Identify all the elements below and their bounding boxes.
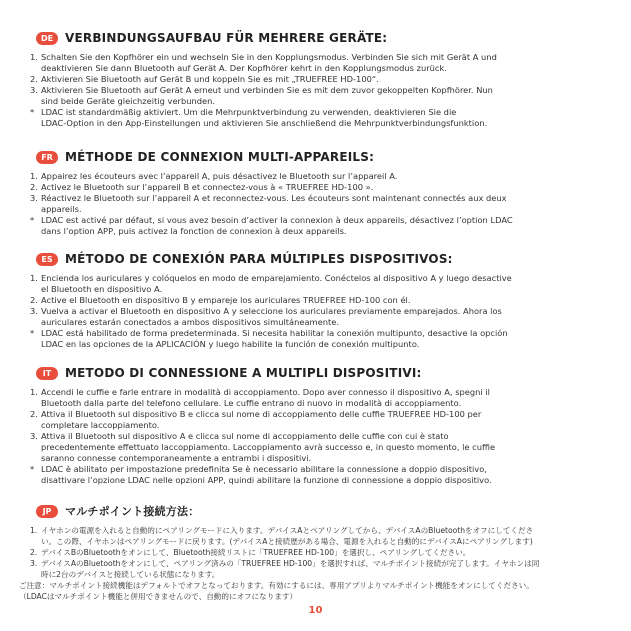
item-text: Aktivieren Sie Bluetooth auf Gerät B und koppeln Sie es mit „TRUEFREE HD-100“. [41,74,379,84]
section-title: MÉTODO DE CONEXIÓN PARA MÚLTIPLES DISPOSITIVOS: [65,252,453,266]
item-number: 1. [30,526,38,535]
section-fr [30,148,600,237]
section-header [36,502,600,520]
section-title: MÉTHODE DE CONNEXION MULTI-APPAREILS: [65,150,375,164]
instruction-list [30,52,600,129]
note-item [30,464,600,486]
note-item [30,107,600,129]
language-badge: ES [36,253,58,266]
item-number: 1. [30,387,38,397]
item-text: Vuelva a activar el Bluetooth en dispositivo A y seleccione los auriculares previamente emparejados. Ahora los auriculares estarán conectados a ambos dispositivos simultáneamente. [41,306,502,327]
list-item [30,52,600,74]
item-number: 1. [30,52,38,62]
note-item [30,215,600,237]
instruction-list [30,387,600,486]
list-item [30,193,600,215]
note-text: LDAC est activé par défaut, si vous avez besoin d’activer la connexion à deux appareils, désactivez l’option LDAC dans l’option APP, puis activez la fonction de connexion à deux appareils. [41,215,513,236]
instruction-list [19,525,600,602]
item-number: 3. [30,431,38,441]
language-badge: JP [36,505,58,518]
note-text: LDAC ist standardmäßig aktiviert. Um die Mehrpunktverbindung zu verwenden, deaktivieren Sie die LDAC-Option in den App-Einstellungen und aktivieren Sie anschließend die Mehrpunktverbindungsfunktion. [41,107,488,128]
list-item [30,74,600,85]
item-text: イヤホンの電源を入れると自動的にペアリングモードに入ります。デバイスAとペアリングしてから、デバイスAのBluetoothをオフにしてくださ い。この際、イヤホンはペアリングモードに戻ります。(デバイスAと接続歴がある場合、電源を入れると自動的にデバイスAにペアリングします) [41,526,534,546]
list-item [30,182,600,193]
item-number: 2. [30,409,38,419]
section-it [30,364,600,486]
item-text: Active el Bluetooth en dispositivo B y empareje los auriculares TRUEFREE HD-100 con él. [41,295,411,305]
note-text: LDAC está habilitado de forma predeterminada. Si necesita habilitar la conexión multipunto, desactive la opción LDAC en las opciones de la APLICACIÓN y luego habilite la función de conexión multipunto. [41,328,508,349]
section-header [36,250,600,268]
item-number: 3. [30,85,38,95]
section-jp [19,502,600,602]
section-header [36,29,600,47]
item-text: Réactivez le Bluetooth sur l’appareil A et reconnectez-vous. Les écouteurs sont maintenant connectés aux deux appareils. [41,193,507,214]
list-item [30,306,600,328]
item-number: 2. [30,74,38,84]
item-text: Attiva il Bluetooth sul dispositivo A e clicca sul nome di accoppiamento delle cuffie con cui è stato precedentemente effettuato laccoppiamento. Laccoppiamento avrà successo e, in questo momento, le cuffie saranno connesse contemporaneamente a entrambi i dispositivi. [41,431,496,463]
note-text: LDAC è abilitato per impostazione predefinita Se è necessario abilitare la connessione a doppio dispositivo, disattivare l’opzione LDAC nelle opzioni APP, quindi abilitare la funzione di connessione a doppio dispositivo. [41,464,492,485]
item-number: 1. [30,273,38,283]
list-item [30,547,600,558]
item-number: 2. [30,182,38,192]
note-marker: * [30,464,35,474]
note-item [30,328,600,350]
language-badge: IT [36,367,58,380]
section-de [30,29,600,129]
list-item [30,171,600,182]
instruction-list [30,273,600,350]
section-es [30,250,600,350]
page-number: 10 [308,605,323,616]
list-item [30,409,600,431]
item-text: Aktivieren Sie Bluetooth auf Gerät A erneut und verbinden Sie es mit dem zuvor gekoppelten Kopfhörer. Nun sind beide Geräte gleichzeitig verbunden. [41,85,493,106]
section-title: METODO DI CONNESSIONE A MULTIPLI DISPOSITIVI: [65,366,422,380]
item-number: 2. [30,295,38,305]
section-header [36,148,600,166]
item-number: 2. [30,548,38,557]
item-text: デバイスBのBluetoothをオンにして、Bluetooth接続リストに「TRUEFREE HD-100」を選択し、ペアリングしてください。 [41,548,471,557]
item-text: Schalten Sie den Kopfhörer ein und wechseln Sie in den Kopplungsmodus. Verbinden Sie sich mit Gerät A und deaktivieren Sie dann Bluetooth auf Gerät A. Der Kopfhörer kehrt in den Kopplungsmodus zurück. [41,52,497,73]
list-item [30,85,600,107]
list-item [30,525,600,547]
item-number: 1. [30,171,38,181]
item-text: Encienda los auriculares y colóquelos en modo de emparejamiento. Conéctelos al dispositivo A y luego desactive el Bluetooth en dispositivo A. [41,273,512,294]
list-item [30,558,600,580]
list-item [30,273,600,295]
item-text: Activez le Bluetooth sur l’appareil B et connectez-vous à « TRUEFREE HD-100 ». [41,182,374,192]
language-badge: DE [36,32,58,45]
item-number: 3. [30,193,38,203]
note-marker: * [30,215,35,225]
note-item [19,580,600,602]
item-text: Appairez les écouteurs avec l’appareil A, puis désactivez le Bluetooth sur l’appareil A. [41,171,398,181]
instruction-list [30,171,600,237]
note-marker: * [30,107,35,117]
item-number: 3. [30,559,38,568]
item-text: Attiva il Bluetooth sul dispositivo B e clicca sul nome di accoppiamento delle cuffie TRUEFREE HD-100 per completare laccoppiamento. [41,409,482,430]
list-item [30,387,600,409]
note-marker: * [30,328,35,338]
section-title: マルチポイント接続方法： [65,505,200,518]
item-number: 3. [30,306,38,316]
language-badge: FR [36,151,58,164]
item-text: Accendi le cuffie e farle entrare in modalità di accoppiamento. Dopo aver connesso il dispositivo A, spegni il Bluetooth dalla parte del telefono cellulare. Le cuffie entrano di nuovo in modalità di accoppiamento. [41,387,490,408]
list-item [30,431,600,464]
list-item [30,295,600,306]
item-text: デバイスAのBluetoothをオンにして、ペアリング済みの「TRUEFREE HD-100」を選択すれば、マルチポイント接続が完了します。イヤホンは同 時に2台のデバイスと接続している状態になります。 [41,559,540,579]
section-header [36,364,600,382]
section-title: VERBINDUNGSAUFBAU FÜR MEHRERE GERÄTE: [65,31,388,45]
note-text: ご注意：マルチポイント接続機能はデフォルトでオフとなっております。有効にするには、専用アプリよりマルチポイント機能をオンにしてください。 （LDACはマルチポイント機能と併用できませんので、自動的にオフになります） [19,581,534,601]
